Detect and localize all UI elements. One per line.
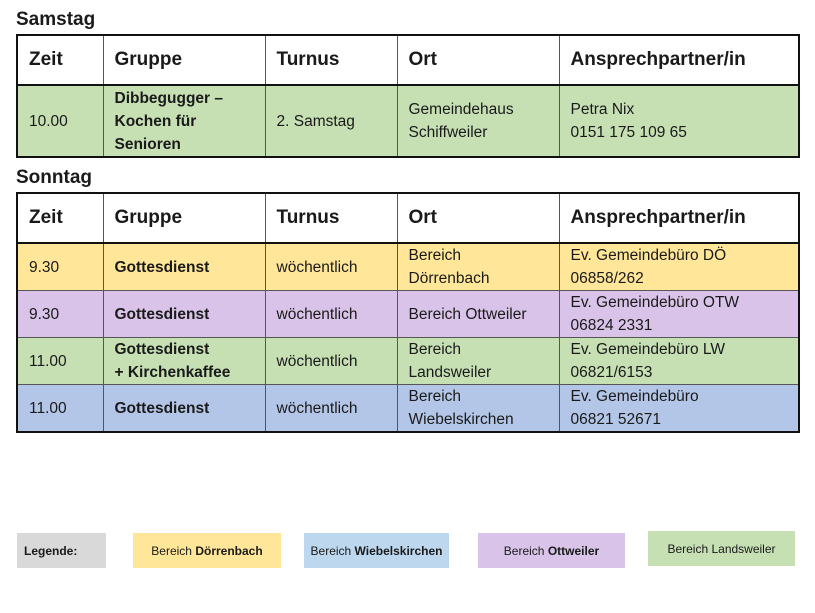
sunday-title: Sonntag: [16, 167, 92, 188]
header-kontakt: Ansprechpartner/in: [559, 193, 799, 243]
table-header-row: [17, 193, 799, 243]
cell-kontakt: [559, 243, 799, 291]
ort-line: Gemeindehaus: [408, 101, 514, 118]
gruppe-line: Senioren: [114, 135, 181, 153]
kontakt-name: Petra Nix: [570, 101, 635, 118]
gruppe-line: + Kirchenkaffee: [114, 364, 231, 381]
kontakt-name: Ev. Gemeindebüro OTW: [570, 294, 740, 311]
legend-label: Legende:: [17, 533, 106, 568]
cell-turnus: wöchentlich: [265, 243, 397, 291]
ort-line: Bereich: [408, 341, 462, 358]
kontakt-phone: 06858/262: [570, 270, 644, 287]
cell-ort: [397, 385, 559, 433]
gruppe-line: Gottesdienst: [114, 305, 210, 323]
header-zeit: Zeit: [17, 193, 103, 243]
ort-line: Dörrenbach: [408, 270, 490, 287]
header-zeit: Zeit: [17, 35, 103, 85]
legend-item-doerrenbach: [133, 533, 281, 568]
cell-gruppe: [103, 338, 265, 385]
cell-gruppe: [103, 385, 265, 433]
kontakt-name: Ev. Gemeindebüro DÖ: [570, 247, 727, 264]
legend-prefix: Bereich: [503, 543, 545, 558]
header-turnus: Turnus: [265, 193, 397, 243]
header-gruppe: Gruppe: [103, 35, 265, 85]
table-row: [17, 243, 799, 291]
cell-kontakt: [559, 385, 799, 433]
legend-name: Dörrenbach: [195, 543, 263, 558]
table-row: [17, 291, 799, 338]
gruppe-line: Gottesdienst: [114, 341, 210, 358]
cell-gruppe: [103, 291, 265, 338]
cell-ort: [397, 291, 559, 338]
cell-zeit: 10.00: [17, 85, 103, 157]
cell-ort: [397, 338, 559, 385]
kontakt-name: Ev. Gemeindebüro LW: [570, 341, 725, 358]
sunday-schedule-table: [16, 192, 800, 433]
saturday-schedule-table: [16, 34, 800, 158]
cell-zeit: 9.30: [17, 291, 103, 338]
cell-ort: [397, 243, 559, 291]
legend-name: Landsweiler: [711, 541, 776, 556]
table-row: [17, 85, 799, 157]
legend-item-landsweiler: [648, 531, 795, 566]
legend-prefix: Bereich: [667, 541, 709, 556]
cell-zeit: 9.30: [17, 243, 103, 291]
saturday-title: Samstag: [16, 9, 96, 30]
cell-turnus: 2. Samstag: [265, 85, 397, 157]
ort-line: Bereich Ottweiler: [408, 305, 527, 323]
legend-name: Ottweiler: [547, 543, 600, 558]
header-kontakt: Ansprechpartner/in: [559, 35, 799, 85]
legend-item-ottweiler: [478, 533, 625, 568]
cell-turnus: wöchentlich: [265, 291, 397, 338]
legend-name: Wiebelskirchen: [354, 543, 443, 558]
kontakt-phone: 06821 52671: [570, 411, 662, 428]
cell-zeit: 11.00: [17, 338, 103, 385]
cell-turnus: wöchentlich: [265, 338, 397, 385]
cell-kontakt: [559, 338, 799, 385]
cell-kontakt: [559, 85, 799, 157]
cell-turnus: wöchentlich: [265, 385, 397, 433]
kontakt-phone: 06824 2331: [570, 317, 653, 334]
cell-zeit: 11.00: [17, 385, 103, 433]
header-gruppe: Gruppe: [103, 193, 265, 243]
ort-line: Bereich: [408, 388, 462, 405]
header-ort: Ort: [397, 35, 559, 85]
cell-ort: [397, 85, 559, 157]
cell-gruppe: [103, 243, 265, 291]
table-row: [17, 385, 799, 433]
kontakt-phone: 06821/6153: [570, 364, 653, 381]
gruppe-line: Kochen für: [114, 112, 197, 130]
gruppe-line: Gottesdienst: [114, 399, 210, 417]
kontakt-phone: 0151 175 109 65: [570, 124, 687, 141]
kontakt-name: Ev. Gemeindebüro: [570, 388, 699, 405]
header-ort: Ort: [397, 193, 559, 243]
table-row: [17, 338, 799, 385]
legend-item-wiebelskirchen: [304, 533, 449, 568]
cell-kontakt: [559, 291, 799, 338]
ort-line: Bereich: [408, 247, 462, 264]
table-header-row: [17, 35, 799, 85]
ort-line: Wiebelskirchen: [408, 411, 514, 428]
legend-prefix: Bereich: [151, 543, 192, 558]
legend-prefix: Bereich: [310, 543, 352, 558]
gruppe-line: Gottesdienst: [114, 258, 210, 276]
ort-line: Schiffweiler: [408, 124, 488, 141]
gruppe-line: Dibbegugger –: [114, 89, 224, 107]
header-turnus: Turnus: [265, 35, 397, 85]
cell-gruppe: [103, 85, 265, 157]
ort-line: Landsweiler: [408, 364, 492, 381]
